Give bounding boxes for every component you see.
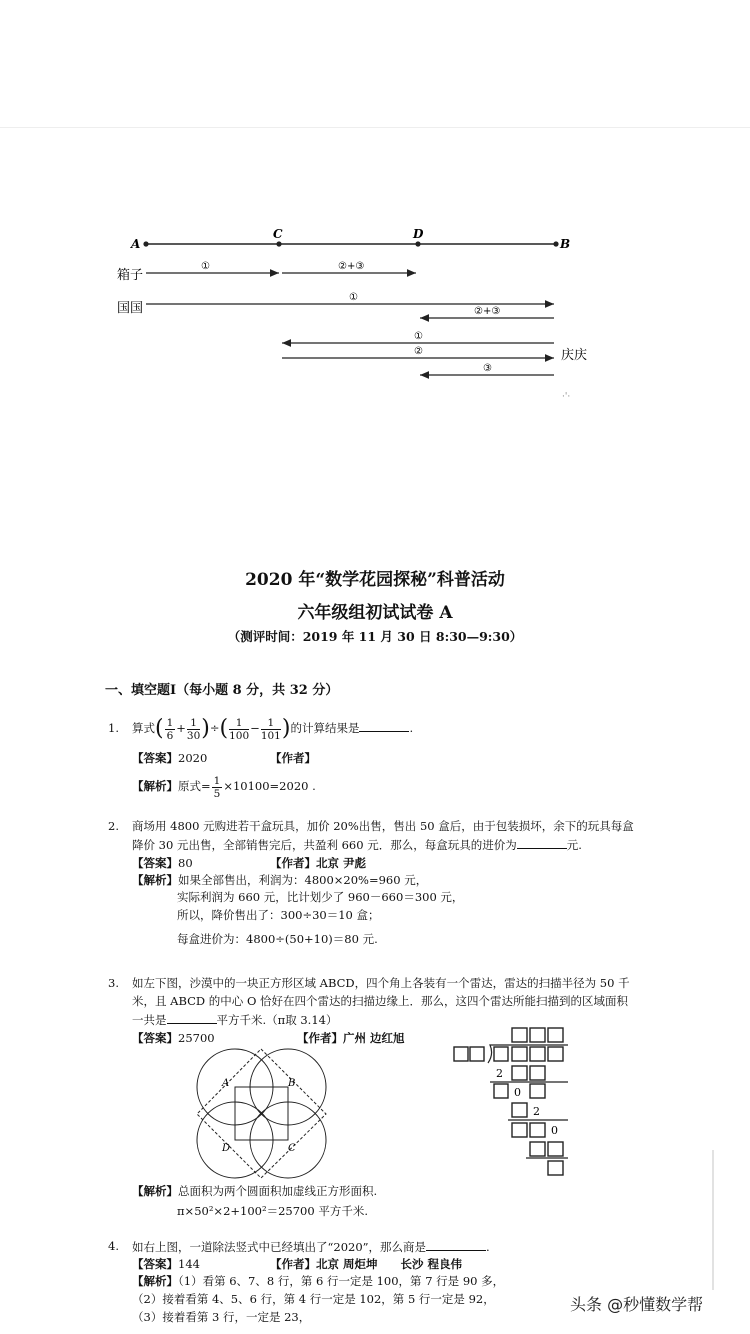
seg-label-1: ① [201,261,210,272]
q4-analysis-1: 【解析】（1）看第 6、7、8 行，第 6 行一定是 100，第 7 行是 90 多， [132,1274,505,1288]
motion-diagram [0,220,750,400]
exam-time: （测评时间：2019 年 11 月 30 日 8:30—9:30） [227,629,523,644]
q2-answer: 80 [178,856,193,870]
fig-label-c: C [288,1143,296,1154]
label-a: A [131,237,141,251]
label-guoguo: 国国 [117,301,144,316]
top-separator [0,127,750,128]
q2-analysis-3: 所以，降价售出了：300÷30＝10 盒； [177,908,380,922]
section-title: 一、填空题Ⅰ（每小题 8 分，共 32 分） [105,683,339,698]
seg-label-4: ②+③ [474,306,501,317]
q4-analysis-3: （3）接着看第 3 行，一定是 23， [132,1310,311,1324]
page-edge-line [712,1150,714,1290]
q2-blank [517,836,567,849]
q1-author: 【作者】 [270,751,316,765]
q1-frac4: $\frac{1}{101}$ [260,716,281,742]
q1-frac3: $\frac{1}{100}$ [229,716,250,742]
fig-label-d: D [222,1143,231,1154]
q3-line1: 如左下图，沙漠中的一块正方形区域 ABCD，四个角上各装有一个雷达，雷达的扫描半径为 50 千 [132,976,630,990]
q4-number: 4. [108,1239,119,1253]
q3-author: 【作者】广州 边红旭 [297,1031,405,1045]
q3-answer-line: 【答案】25700 [132,1031,215,1045]
dashed-square [197,1049,326,1178]
q4-author: 【作者】北京 周炬坤 长沙 程良伟 [270,1257,463,1271]
q2-analysis-2: 实际利润为 660 元，比计划少了 960－660＝300 元， [177,890,464,904]
q1-question: 算式( $\frac{1}{6}$ + $\frac{1}{30}$ )÷( $\frac{1}{100}$ − $\frac{1}{101}$ )的计算结果是 . [132,716,414,742]
q3-line3: 一共是 平方千米.（π取 3.14） [132,1013,338,1027]
q2-line1: 商场用 4800 元购进若干盒玩具，加价 20%出售，售出 50 盒后，由于包装损坏，余下的玩具每盒 [132,819,634,833]
label-xiangzi: 箱子 [117,268,144,283]
q3-answer: 25700 [178,1031,215,1045]
q3-analysis: 【解析】总面积为两个圆面积加虚线正方形面积. [132,1184,378,1198]
exam-title: 2020 年“数学花园探秘”科普活动 [245,570,505,590]
q2-analysis-1: 【解析】如果全部售出，利润为：4800×20%=960 元， [132,873,428,887]
q4-answer: 144 [178,1257,200,1271]
seg-label-6: ② [414,346,423,357]
q2-answer-line: 【答案】80 [132,856,193,870]
div-digit-1: 2 [496,1067,503,1080]
q2-analysis-4: 每盒进价为：4800÷(50+10)＝80 元. [177,932,378,946]
q4-analysis-2: （2）接着看第 4、5、6 行，第 4 行一定是 102，第 5 行一定是 92， [132,1292,495,1306]
q1-blank [359,719,409,732]
fig-label-b: B [288,1078,296,1089]
q4-answer-line: 【答案】144 [132,1257,200,1271]
q4-line1: 如右上图，一道除法竖式中已经填出了“2020”，那么商是 . [132,1240,490,1254]
watermark: 头条 @秒懂数学帮 [570,1295,704,1314]
div-digit-2: 0 [514,1086,521,1099]
seg-label-5: ① [414,331,423,342]
q3-number: 3. [108,976,119,990]
q1-answer-line: 【答案】2020 [132,751,208,765]
seg-label-2: ②+③ [338,261,365,272]
q1-frac1: $\frac{1}{6}$ [166,716,174,742]
q1-answer: 2020 [178,751,208,765]
corner-mark: ·'· [562,392,571,402]
q1-prefix: 算式 [132,721,155,735]
point-d [415,241,420,246]
q2-author: 【作者】北京 尹彪 [270,856,367,870]
exam-subtitle: 六年级组初试试卷 A [297,603,453,623]
label-qingqing: 庆庆 [561,348,588,363]
label-c: C [273,227,283,241]
q3-line2: 米，且 ABCD 的中心 O 恰好在四个雷达的扫描边缘上．那么，这四个雷达所能扫描到的区域面积 [132,994,629,1008]
div-digit-3: 2 [533,1105,540,1118]
seg-label-7: ③ [483,363,492,374]
seg-label-3: ① [349,292,358,303]
label-d: D [413,227,424,241]
point-b [553,241,558,246]
q3-formula: π×50²×2+100²＝25700 平方千米. [177,1204,368,1218]
q2-number: 2. [108,819,119,833]
point-a [143,241,148,246]
long-division-figure [450,1025,580,1180]
square-abcd [235,1087,288,1140]
q1-frac2: $\frac{1}{30}$ [186,716,201,742]
q4-blank [426,1238,486,1251]
q1-analysis: 【解析】原式= $\frac{1}{5}$ ×10100=2020 . [132,774,316,800]
point-c [276,241,281,246]
q1-number: 1. [108,721,119,735]
div-digit-4: 0 [551,1124,558,1137]
label-b: B [560,237,571,251]
fig-label-a: A [222,1078,230,1089]
q2-line2: 降价 30 元出售，全部销售完后，共盈利 660 元．那么，每盒玩具的进价为 元. [132,838,582,852]
q3-circles-figure [180,1035,350,1183]
q3-blank [167,1011,217,1024]
